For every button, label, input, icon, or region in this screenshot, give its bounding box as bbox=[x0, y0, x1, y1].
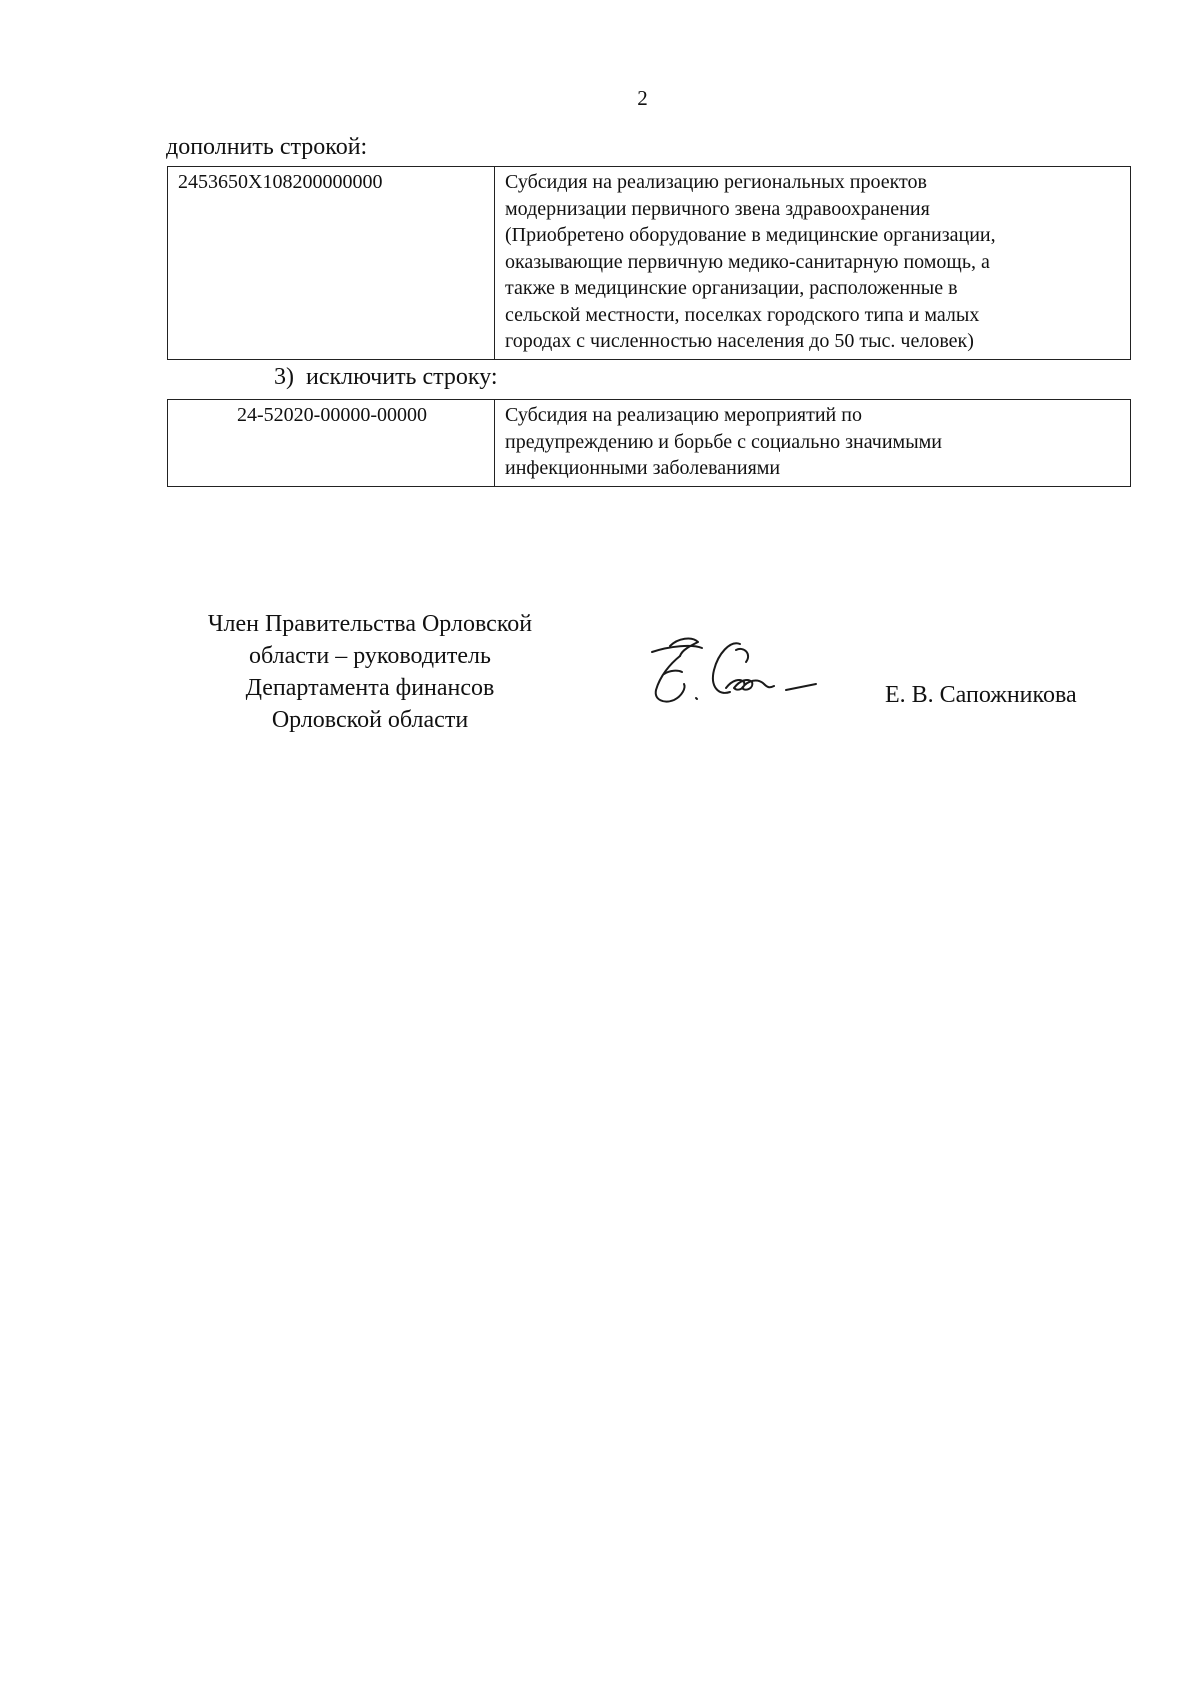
position-line: области – руководитель bbox=[249, 643, 491, 669]
description-line: оказывающие первичную медико-санитарную помощь, а bbox=[505, 250, 990, 273]
description-cell bbox=[495, 400, 1131, 487]
page-number: 2 bbox=[637, 86, 648, 110]
budget-code-cell: 24-52020-00000-00000 bbox=[168, 400, 495, 487]
position-line: Департамента финансов bbox=[245, 675, 495, 701]
description-line: сельской местности, поселках городского типа и малых bbox=[505, 303, 980, 326]
exclude-label-text: исключить строку: bbox=[306, 364, 498, 390]
signer-name: Е. В. Сапожникова bbox=[885, 682, 1077, 708]
description-line: Субсидия на реализацию региональных проектов bbox=[505, 171, 927, 193]
table-row bbox=[168, 167, 1131, 360]
handwritten-signature bbox=[640, 630, 840, 720]
added-row-table bbox=[167, 166, 1131, 360]
position-line: Орловской области bbox=[271, 707, 469, 733]
description-line: модернизации первичного звена здравоохранения bbox=[505, 197, 930, 220]
description-line: предупреждению и борьбе с социально значимыми bbox=[505, 430, 942, 453]
description-line: (Приобретено оборудование в медицинские организации, bbox=[505, 224, 996, 246]
description-cell bbox=[495, 167, 1131, 360]
signatory-position bbox=[160, 608, 580, 736]
table-row bbox=[168, 400, 1131, 487]
exclude-row-label bbox=[274, 364, 498, 390]
description-line: городах с численностью населения до 50 тыс. человек) bbox=[505, 330, 974, 352]
budget-code-cell: 2453650X108200000000 bbox=[168, 167, 495, 360]
excluded-row-table bbox=[167, 399, 1131, 487]
description-line: инфекционными заболеваниями bbox=[505, 457, 781, 479]
description-line: также в медицинские организации, расположенные в bbox=[505, 277, 958, 299]
add-row-label: дополнить строкой: bbox=[166, 134, 368, 160]
item-number: 3) bbox=[274, 364, 294, 390]
description-line: Субсидия на реализацию мероприятий по bbox=[505, 404, 862, 426]
position-line: Член Правительства Орловской bbox=[207, 611, 533, 637]
